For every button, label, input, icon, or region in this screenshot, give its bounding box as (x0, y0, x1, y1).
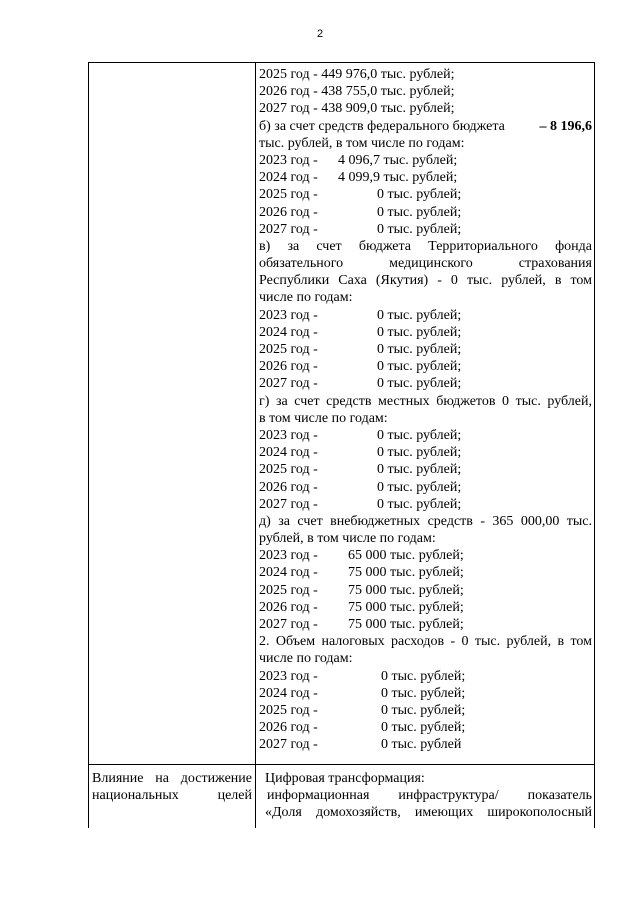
federal-year-label: 2026 год - (259, 204, 318, 220)
extra-year-value: 75 000 тыс. рублей; (348, 599, 464, 615)
local-year-value: 0 тыс. рублей; (377, 427, 462, 443)
influence-label-line: Влияние на достижение (92, 771, 252, 786)
federal-year-label: 2024 год - (259, 170, 318, 186)
tax-line (259, 650, 592, 667)
table-border-right (594, 62, 595, 828)
local-line (259, 393, 592, 410)
extra-line (259, 513, 592, 530)
oms-line-text: обязательного медицинского страхования (259, 256, 592, 272)
federal-heading-text: б) за счет средств федерального бюджета (259, 118, 505, 134)
oms-year-value: 0 тыс. рублей; (377, 359, 462, 375)
extra-line (259, 530, 592, 547)
oms-year-label: 2024 год - (259, 324, 318, 340)
federal-year-row (259, 152, 592, 169)
oms-line-text: Республики Саха (Якутия) - 0 тыс. рублей, в том (259, 273, 592, 289)
tax-year-value: 0 тыс. рублей (381, 737, 462, 753)
budget-line-text: 2025 год - 449 976,0 тыс. рублей; (259, 67, 455, 82)
extra-line-text: рублей, в том числе по годам: (259, 531, 436, 547)
federal-year-row (259, 221, 592, 238)
table-border-left (88, 62, 89, 828)
federal-year-row (259, 169, 592, 186)
federal-heading-line (259, 118, 592, 135)
oms-line-text: числе по годам: (259, 290, 353, 306)
federal-year-label: 2023 год - (259, 152, 318, 168)
influence-value-line: Цифровая трансформация: (265, 771, 425, 786)
extra-year-label: 2027 год - (259, 617, 318, 632)
tax-year-row (259, 702, 592, 719)
federal-year-label: 2027 год - (259, 221, 318, 237)
tax-year-row (259, 719, 592, 736)
oms-year-row (259, 341, 592, 358)
extra-year-value: 65 000 тыс. рублей; (348, 548, 464, 564)
federal-total-amount: – 8 196,6 (539, 118, 592, 134)
financing-cell (259, 66, 592, 754)
oms-year-label: 2025 год - (259, 342, 318, 357)
oms-line (259, 272, 592, 289)
federal-year-value: 0 тыс. рублей; (377, 221, 462, 237)
local-year-row (259, 427, 592, 444)
tax-year-value: 0 тыс. рублей; (381, 702, 466, 718)
extra-year-label: 2024 год - (259, 565, 318, 581)
extra-year-value: 75 000 тыс. рублей; (348, 582, 464, 598)
oms-year-value: 0 тыс. рублей; (377, 376, 462, 392)
tax-year-value: 0 тыс. рублей; (381, 685, 466, 701)
local-year-label: 2024 год - (259, 445, 318, 461)
extra-year-value: 75 000 тыс. рублей; (348, 617, 464, 632)
influence-label-line: национальных целей (92, 788, 252, 804)
local-year-label: 2027 год - (259, 496, 318, 512)
influence-value-cell (259, 770, 592, 822)
tax-year-label: 2025 год - (259, 702, 318, 718)
extra-year-label: 2025 год - (259, 582, 318, 598)
local-year-value: 0 тыс. рублей; (377, 479, 462, 495)
tax-line-text: числе по годам: (259, 651, 353, 667)
local-line-text: в том числе по годам: (259, 410, 388, 426)
local-year-row (259, 479, 592, 496)
tax-year-value: 0 тыс. рублей; (381, 720, 466, 736)
federal-heading-line-2: тыс. рублей, в том числе по годам: (259, 135, 465, 151)
local-year-label: 2023 год - (259, 427, 318, 443)
oms-year-row (259, 307, 592, 324)
extra-line-text: д) за счет внебюджетных средств - 365 000,00 тыс. (259, 513, 592, 529)
table-border-middle (255, 62, 256, 828)
budget-line (259, 100, 592, 117)
tax-year-label: 2027 год - (259, 737, 318, 753)
tax-year-label: 2024 год - (259, 685, 318, 701)
tax-year-row (259, 736, 592, 753)
federal-year-value: 4 099,9 тыс. рублей; (338, 170, 458, 186)
federal-year-value: 0 тыс. рублей; (377, 187, 462, 203)
extra-year-row (259, 599, 592, 616)
local-year-label: 2025 год - (259, 462, 318, 478)
oms-line (259, 289, 592, 306)
tax-year-row (259, 685, 592, 702)
influence-value-line: информационная инфраструктура/ показатель (267, 788, 592, 804)
local-year-row (259, 444, 592, 461)
local-year-label: 2026 год - (259, 479, 318, 495)
oms-year-label: 2027 год - (259, 376, 318, 392)
oms-line (259, 255, 592, 272)
extra-year-value: 75 000 тыс. рублей; (348, 565, 464, 581)
budget-line (259, 83, 592, 100)
oms-year-value: 0 тыс. рублей; (377, 342, 462, 357)
federal-year-value: 4 096,7 тыс. рублей; (338, 152, 458, 168)
oms-line (259, 238, 592, 255)
local-year-value: 0 тыс. рублей; (377, 462, 462, 478)
local-year-row (259, 461, 592, 478)
extra-year-label: 2023 год - (259, 548, 318, 564)
tax-year-value: 0 тыс. рублей; (381, 668, 466, 684)
extra-year-row (259, 582, 592, 599)
budget-line-text: 2026 год - 438 755,0 тыс. рублей; (259, 84, 455, 100)
local-year-row (259, 496, 592, 513)
oms-year-row (259, 324, 592, 341)
tax-year-row (259, 668, 592, 685)
oms-year-label: 2023 год - (259, 307, 318, 323)
extra-year-row (259, 564, 592, 581)
oms-line-text: в) за счет бюджета Территориального фонда (259, 238, 592, 254)
influence-value-line: «Доля домохозяйств, имеющих широкополосный (265, 805, 592, 821)
influence-label-cell (92, 770, 252, 804)
extra-year-label: 2026 год - (259, 599, 318, 615)
extra-year-row (259, 616, 592, 633)
federal-year-label: 2025 год - (259, 187, 318, 203)
extra-year-row (259, 547, 592, 564)
federal-year-row (259, 204, 592, 221)
budget-line-text: 2027 год - 438 909,0 тыс. рублей; (259, 101, 455, 117)
oms-year-row (259, 358, 592, 375)
table-row-divider (88, 764, 595, 765)
tax-year-label: 2023 год - (259, 668, 318, 684)
federal-year-value: 0 тыс. рублей; (377, 204, 462, 220)
oms-year-value: 0 тыс. рублей; (377, 324, 462, 340)
local-year-value: 0 тыс. рублей; (377, 445, 462, 461)
tax-line-text: 2. Объем налоговых расходов - 0 тыс. рублей, в том (259, 634, 592, 650)
oms-year-value: 0 тыс. рублей; (377, 307, 462, 323)
budget-line (259, 66, 592, 83)
page-number: 2 (316, 28, 324, 40)
local-line-text: г) за счет средств местных бюджетов 0 тыс. рублей, (259, 393, 592, 409)
local-line (259, 410, 592, 427)
tax-line (259, 633, 592, 650)
federal-year-row (259, 186, 592, 203)
tax-year-label: 2026 год - (259, 720, 318, 736)
table-border-top (88, 62, 595, 63)
oms-year-label: 2026 год - (259, 359, 318, 375)
oms-year-row (259, 375, 592, 392)
local-year-value: 0 тыс. рублей; (377, 496, 462, 512)
